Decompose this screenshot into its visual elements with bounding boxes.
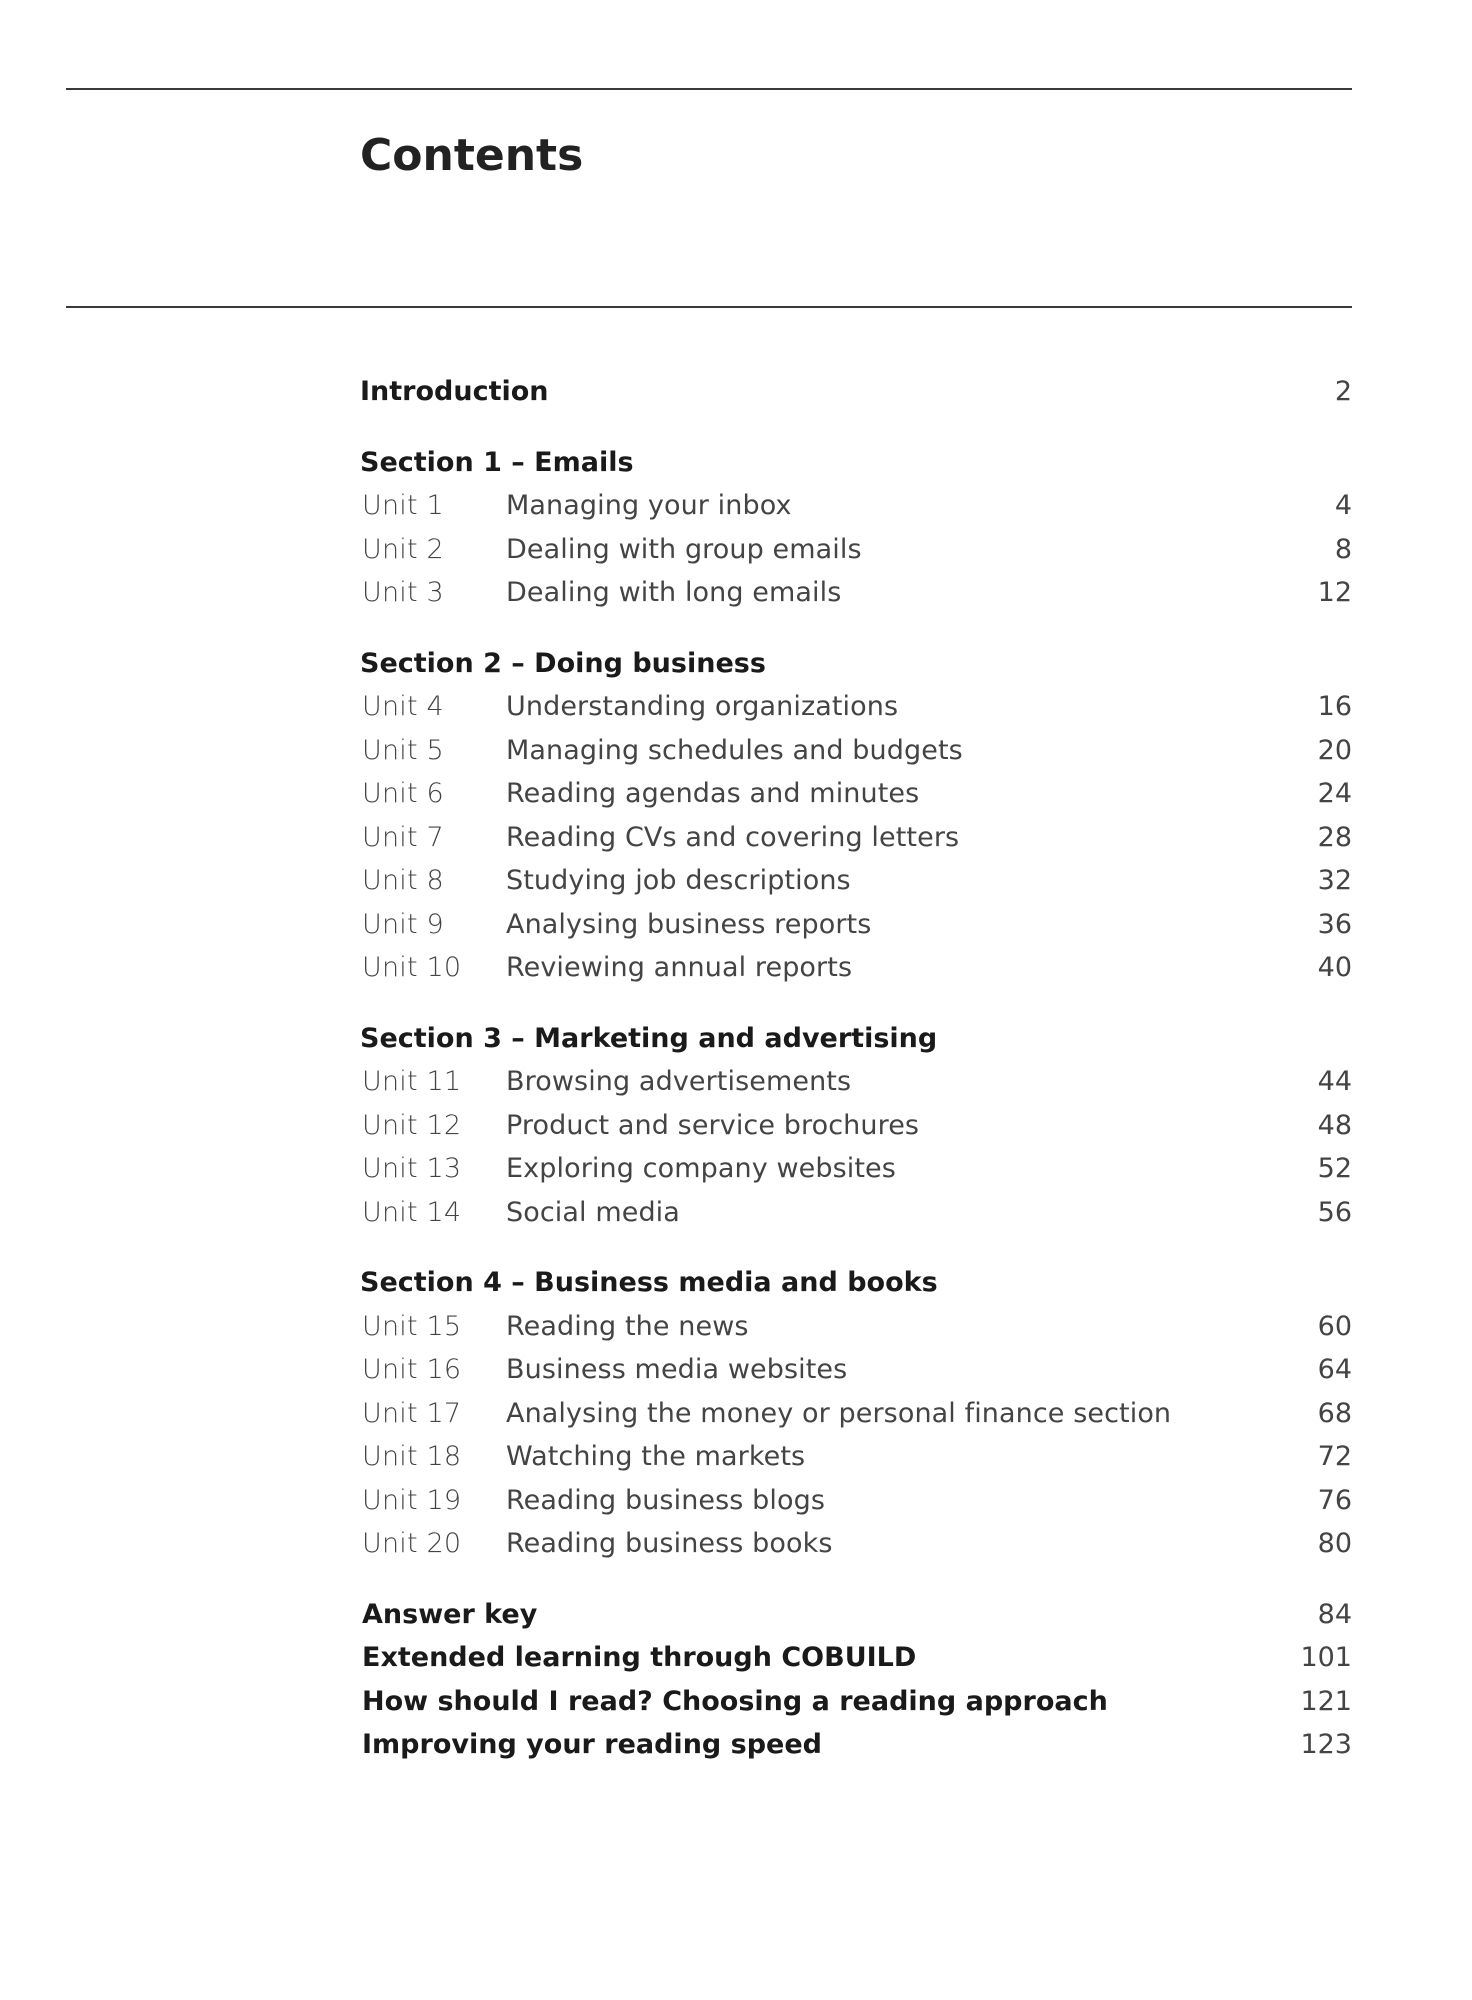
unit-page: 52 bbox=[1317, 1153, 1352, 1184]
unit-page: 68 bbox=[1317, 1397, 1352, 1429]
unit-number: Unit 2 bbox=[362, 533, 444, 565]
introduction-label: Introduction bbox=[360, 376, 549, 407]
unit-title: Reading agendas and minutes bbox=[506, 778, 920, 809]
unit-number: Unit 6 bbox=[362, 778, 444, 809]
toc-entry-unit-17[interactable] bbox=[360, 1392, 1352, 1436]
page-title: Contents bbox=[360, 130, 584, 181]
back-matter-page: 121 bbox=[1300, 1685, 1352, 1717]
unit-number: Unit 4 bbox=[362, 691, 444, 722]
unit-page: 12 bbox=[1317, 577, 1352, 608]
unit-title: Managing schedules and budgets bbox=[506, 734, 963, 766]
toc-entry-unit-11[interactable] bbox=[360, 1060, 1352, 1104]
toc-entry-unit-8[interactable] bbox=[360, 859, 1352, 903]
toc-entry-reading-speed[interactable] bbox=[360, 1723, 1352, 1767]
unit-number: Unit 10 bbox=[362, 952, 462, 983]
unit-title: Exploring company websites bbox=[506, 1153, 896, 1184]
toc-entry-unit-16[interactable] bbox=[360, 1348, 1352, 1392]
unit-title: Reviewing annual reports bbox=[506, 952, 853, 983]
section-heading-2: Section 2 – Doing business bbox=[360, 647, 766, 679]
unit-title: Browsing advertisements bbox=[506, 1066, 852, 1097]
unit-title: Dealing with long emails bbox=[506, 577, 842, 608]
unit-page: 60 bbox=[1317, 1310, 1352, 1342]
unit-number: Unit 20 bbox=[362, 1528, 462, 1559]
unit-title: Understanding organizations bbox=[506, 691, 899, 722]
back-matter-page: 84 bbox=[1317, 1598, 1352, 1630]
unit-number: Unit 7 bbox=[362, 821, 444, 853]
unit-title: Social media bbox=[506, 1196, 680, 1228]
back-matter-page: 101 bbox=[1300, 1642, 1352, 1673]
back-matter-title: Extended learning through COBUILD bbox=[362, 1642, 917, 1673]
unit-number: Unit 15 bbox=[362, 1310, 462, 1342]
unit-title: Business media websites bbox=[506, 1354, 848, 1385]
unit-number: Unit 3 bbox=[362, 577, 444, 608]
unit-number: Unit 18 bbox=[362, 1441, 462, 1472]
unit-number: Unit 16 bbox=[362, 1354, 462, 1385]
unit-number: Unit 9 bbox=[362, 908, 444, 940]
unit-number: Unit 11 bbox=[362, 1066, 462, 1097]
title-rule bbox=[66, 306, 1352, 308]
toc-entry-unit-3[interactable] bbox=[360, 571, 1352, 615]
unit-title: Reading business blogs bbox=[506, 1484, 826, 1516]
unit-number: Unit 19 bbox=[362, 1484, 462, 1516]
unit-page: 40 bbox=[1317, 952, 1352, 983]
table-of-contents bbox=[360, 370, 1352, 1767]
unit-page: 56 bbox=[1317, 1196, 1352, 1228]
unit-page: 72 bbox=[1317, 1441, 1352, 1472]
back-matter-page: 123 bbox=[1300, 1729, 1352, 1760]
unit-page: 80 bbox=[1317, 1528, 1352, 1559]
toc-entry-unit-15[interactable] bbox=[360, 1305, 1352, 1349]
unit-page: 76 bbox=[1317, 1484, 1352, 1516]
unit-page: 4 bbox=[1334, 490, 1352, 521]
toc-entry-unit-5[interactable] bbox=[360, 729, 1352, 773]
back-matter-title: Improving your reading speed bbox=[362, 1729, 822, 1760]
unit-page: 8 bbox=[1334, 533, 1352, 565]
toc-entry-unit-1[interactable] bbox=[360, 484, 1352, 528]
unit-title: Managing your inbox bbox=[506, 490, 792, 521]
toc-entry-extended-learning[interactable] bbox=[360, 1636, 1352, 1680]
unit-page: 24 bbox=[1317, 778, 1352, 809]
toc-entry-unit-18[interactable] bbox=[360, 1435, 1352, 1479]
unit-title: Studying job descriptions bbox=[506, 865, 851, 896]
toc-entry-unit-4[interactable] bbox=[360, 685, 1352, 729]
back-matter bbox=[360, 1593, 1352, 1767]
toc-entry-unit-19[interactable] bbox=[360, 1479, 1352, 1523]
unit-number: Unit 12 bbox=[362, 1109, 462, 1141]
back-matter-title: Answer key bbox=[362, 1598, 538, 1630]
toc-entry-answer-key[interactable] bbox=[360, 1593, 1352, 1637]
section-heading-1: Section 1 – Emails bbox=[360, 446, 634, 478]
section-heading-4: Section 4 – Business media and books bbox=[360, 1267, 938, 1298]
unit-number: Unit 14 bbox=[362, 1196, 462, 1228]
unit-page: 16 bbox=[1317, 691, 1352, 722]
unit-page: 28 bbox=[1317, 821, 1352, 853]
toc-entry-unit-6[interactable] bbox=[360, 772, 1352, 816]
unit-title: Reading CVs and covering letters bbox=[506, 821, 960, 853]
unit-title: Dealing with group emails bbox=[506, 533, 862, 565]
top-rule bbox=[66, 88, 1352, 90]
unit-title: Reading the news bbox=[506, 1310, 749, 1342]
toc-entry-unit-20[interactable] bbox=[360, 1522, 1352, 1566]
unit-number: Unit 1 bbox=[362, 490, 444, 521]
toc-entry-unit-2[interactable] bbox=[360, 528, 1352, 572]
unit-page: 36 bbox=[1317, 908, 1352, 940]
toc-entry-unit-12[interactable] bbox=[360, 1104, 1352, 1148]
toc-entry-unit-9[interactable] bbox=[360, 903, 1352, 947]
unit-page: 44 bbox=[1317, 1066, 1352, 1097]
toc-introduction[interactable] bbox=[360, 370, 1352, 414]
unit-title: Watching the markets bbox=[506, 1441, 806, 1472]
introduction-page: 2 bbox=[1334, 376, 1352, 407]
unit-page: 64 bbox=[1317, 1354, 1352, 1385]
unit-number: Unit 13 bbox=[362, 1153, 462, 1184]
toc-entry-reading-approach[interactable] bbox=[360, 1680, 1352, 1724]
unit-page: 32 bbox=[1317, 865, 1352, 896]
toc-entry-unit-7[interactable] bbox=[360, 816, 1352, 860]
back-matter-title: How should I read? Choosing a reading approach bbox=[362, 1685, 1108, 1717]
toc-entry-unit-13[interactable] bbox=[360, 1147, 1352, 1191]
unit-page: 48 bbox=[1317, 1109, 1352, 1141]
toc-entry-unit-14[interactable] bbox=[360, 1191, 1352, 1235]
unit-title: Reading business books bbox=[506, 1528, 833, 1559]
unit-title: Analysing business reports bbox=[506, 908, 872, 940]
unit-number: Unit 8 bbox=[362, 865, 444, 896]
unit-title: Product and service brochures bbox=[506, 1109, 920, 1141]
unit-page: 20 bbox=[1317, 734, 1352, 766]
unit-number: Unit 17 bbox=[362, 1397, 462, 1429]
unit-number: Unit 5 bbox=[362, 734, 444, 766]
section-heading-3: Section 3 – Marketing and advertising bbox=[360, 1022, 938, 1054]
toc-entry-unit-10[interactable] bbox=[360, 946, 1352, 990]
unit-title: Analysing the money or personal finance section bbox=[506, 1397, 1172, 1429]
